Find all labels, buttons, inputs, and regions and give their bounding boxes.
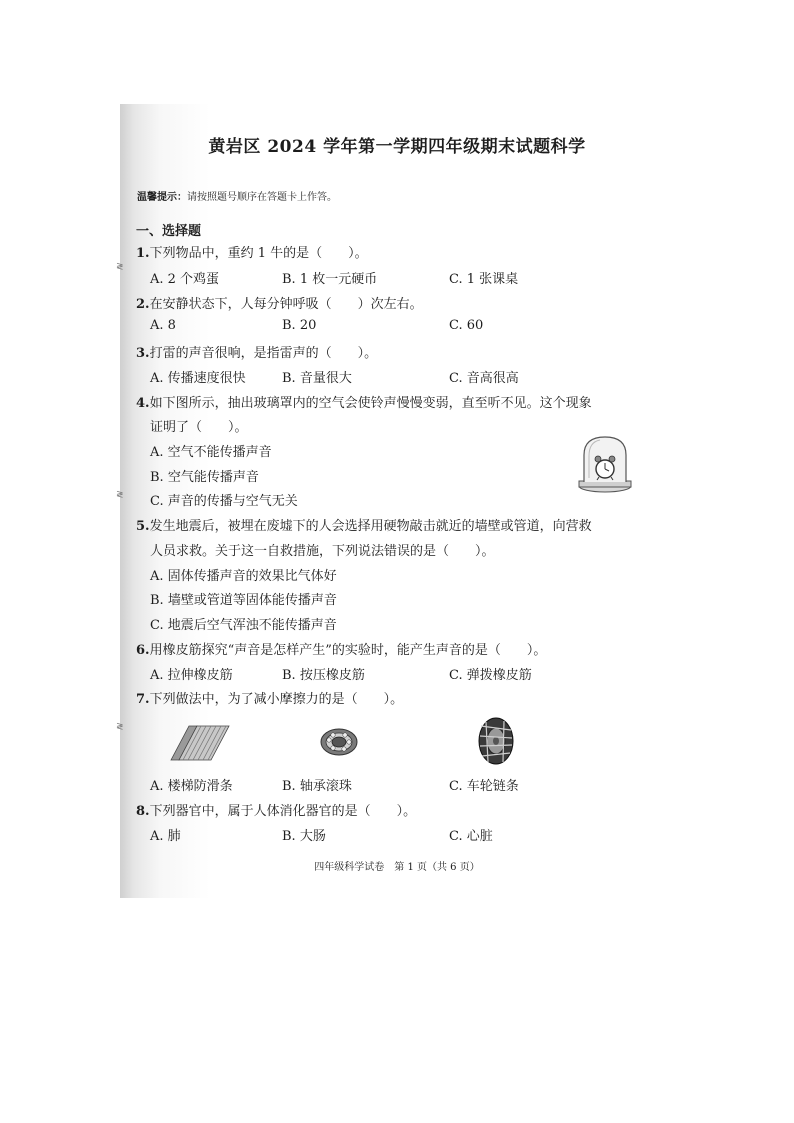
option-7b: B. 轴承滚珠: [282, 779, 352, 794]
stair-anti-slip-strip-image: [167, 722, 233, 764]
question-text: 发生地震后，被埋在废墟下的人会选择用硬物敲击就近的墙壁或管道，向营救: [149, 519, 592, 534]
option-5a: A. 固体传播声音的效果比气体好: [150, 569, 337, 584]
question-number: 2.: [136, 297, 150, 312]
question-number: 6.: [136, 643, 150, 658]
page-footer: 四年级科学试卷 第 1 页（共 6 页）: [314, 862, 480, 873]
question-number: 8.: [136, 804, 150, 819]
option-6a: A. 拉伸橡皮筋: [150, 668, 233, 683]
question-number: 4.: [136, 396, 150, 411]
option-5c: C. 地震后空气浑浊不能传播声音: [150, 618, 337, 633]
option-2a: A. 8: [150, 318, 176, 333]
question-4-continued: 证明了（ ）。: [150, 420, 248, 435]
exam-title: 黄岩区 2024 学年第一学期四年级期末试题科学: [208, 137, 586, 157]
question-5: [136, 515, 592, 534]
option-1b: B. 1 枚一元硬币: [282, 272, 378, 287]
question-number: 3.: [136, 346, 150, 361]
option-6b: B. 按压橡皮筋: [282, 668, 365, 683]
tip-line: [137, 188, 337, 203]
question-4: [136, 392, 592, 411]
option-7a: A. 楼梯防滑条: [150, 779, 233, 794]
question-text: 如下图所示，抽出玻璃罩内的空气会使铃声慢慢变弱，直至听不见。这个现象: [149, 396, 592, 411]
option-1c: C. 1 张课桌: [449, 272, 519, 287]
question-1: [136, 242, 368, 261]
question-text: 用橡皮筋探究“声音是怎样产生”的实验时，能产生声音的是（ ）。: [149, 643, 547, 658]
option-4b: B. 空气能传播声音: [150, 470, 259, 485]
option-6c: C. 弹拨橡皮筋: [449, 668, 532, 683]
option-8a: A. 肺: [150, 829, 181, 844]
question-text: 打雷的声音很响，是指雷声的（ ）。: [149, 346, 378, 361]
option-3b: B. 音量很大: [282, 371, 352, 386]
question-number: 1.: [136, 246, 150, 261]
binding-mark: ≷: [116, 722, 124, 732]
option-2b: B. 20: [282, 318, 317, 333]
question-6: [136, 639, 546, 658]
question-3: [136, 342, 377, 361]
question-8: [136, 800, 416, 819]
option-5b: B. 墙壁或管道等固体能传播声音: [150, 593, 337, 608]
option-2c: C. 60: [449, 318, 484, 333]
wheel-chain-image: [476, 716, 516, 766]
question-text: 下列物品中，重约 1 牛的是（ ）。: [149, 246, 368, 261]
option-7c: C. 车轮链条: [449, 779, 519, 794]
option-4c: C. 声音的传播与空气无关: [150, 494, 298, 509]
option-8b: B. 大肠: [282, 829, 326, 844]
tip-label: 温馨提示：: [137, 192, 187, 203]
binding-mark: ≷: [116, 490, 124, 500]
option-3c: C. 音高很高: [449, 371, 519, 386]
option-3a: A. 传播速度很快: [150, 371, 246, 386]
ball-bearing-image: [319, 726, 359, 758]
section-heading: 一、选择题: [136, 224, 202, 239]
option-4a: A. 空气不能传播声音: [150, 445, 272, 460]
question-text: 下列做法中，为了减小摩擦力的是（ ）。: [149, 692, 404, 707]
question-2: [136, 293, 423, 312]
bell-jar-alarm-clock-image: [576, 433, 634, 495]
tip-text: 请按照题号顺序在答题卡上作答。: [187, 192, 337, 203]
question-text: 在安静状态下，人每分钟呼吸（ ）次左右。: [149, 297, 423, 312]
question-5-continued: 人员求救。关于这一自救措施，下列说法错误的是（ ）。: [150, 544, 495, 559]
option-8c: C. 心脏: [449, 829, 493, 844]
question-number: 5.: [136, 519, 150, 534]
binding-mark: ≷: [116, 262, 124, 272]
question-text: 下列器官中，属于人体消化器官的是（ ）。: [149, 804, 417, 819]
option-1a: A. 2 个鸡蛋: [150, 272, 220, 287]
question-7: [136, 688, 403, 707]
question-number: 7.: [136, 692, 150, 707]
